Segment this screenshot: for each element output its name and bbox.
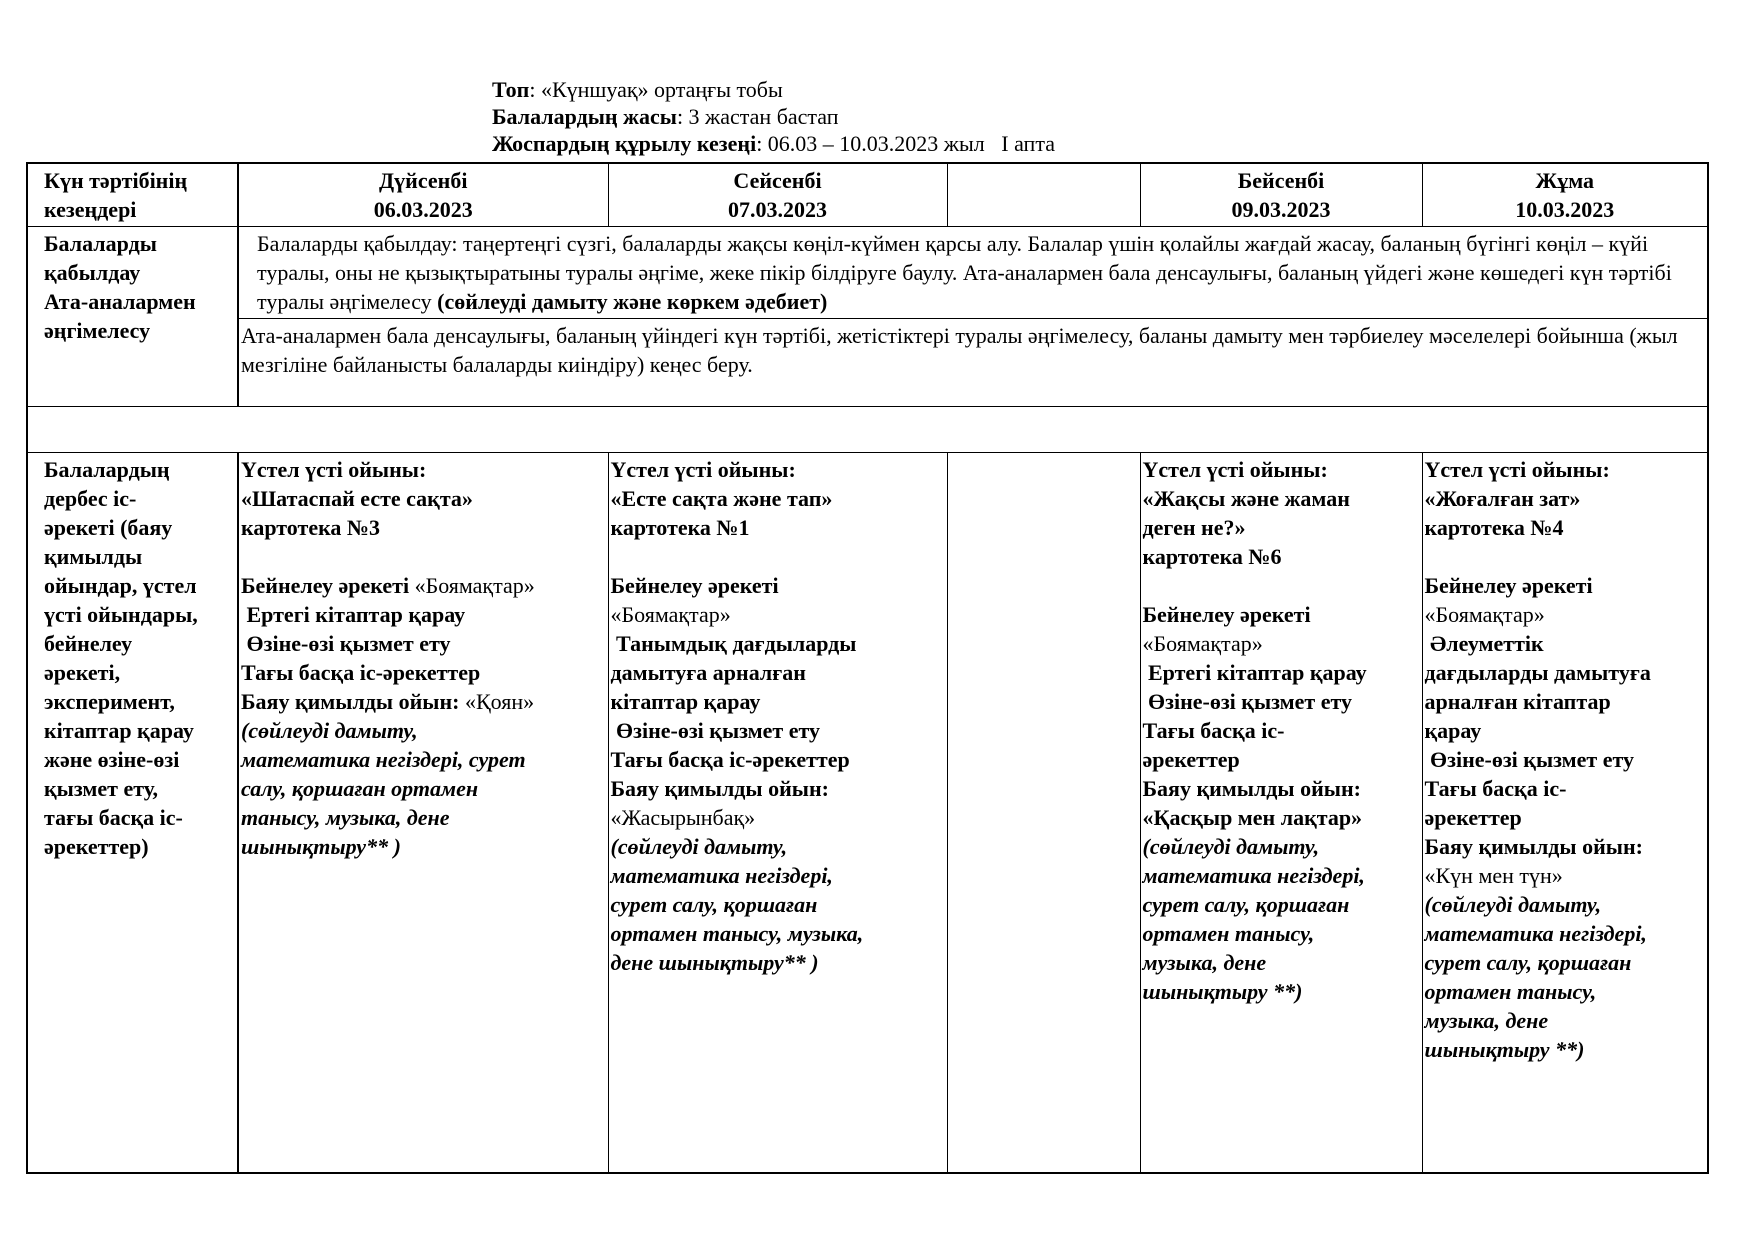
parents-consultation-text: Ата-аналармен бала денсаулығы, баланың үйіндегі күн тәртібі, жетістіктері туралы әңгімелесу, баланы дамыту мен тәрбиелеу мәселелері бойынша (жыл мезгіліне байланысты балаларды киіндіру) кеңес беру. bbox=[238, 319, 1708, 407]
day-header-friday bbox=[1422, 163, 1708, 227]
period-value: : 06.03 – 10.03.2023 жыл І апта bbox=[756, 131, 1055, 156]
label-line: Ата-аналармен bbox=[44, 289, 196, 314]
label-line: бейнелеу bbox=[44, 631, 133, 656]
day-date: 09.03.2023 bbox=[1231, 197, 1331, 222]
day-date: 10.03.2023 bbox=[1515, 197, 1615, 222]
books-activity: кітаптар қарау bbox=[610, 689, 761, 714]
subjects-note: дене шынықтыру** ) bbox=[610, 950, 819, 975]
day-date: 07.03.2023 bbox=[728, 197, 827, 222]
activity-wednesday bbox=[947, 453, 1140, 1174]
label-line: кітаптар қарау bbox=[44, 718, 194, 743]
books-activity: дамытуға арналған bbox=[610, 660, 806, 685]
art-value: «Боямақтар» bbox=[610, 602, 731, 627]
subjects-note: шынықтыру **) bbox=[1142, 979, 1303, 1004]
day-name: Бейсенбі bbox=[1237, 168, 1325, 193]
other-activities: Тағы басқа іс-әрекеттер bbox=[241, 660, 481, 685]
age-value: : 3 жастан бастап bbox=[676, 104, 839, 129]
subjects-note: (сөйлеуді дамыту, bbox=[1424, 892, 1602, 917]
age-label: Балалардың жасы bbox=[492, 104, 677, 129]
slow-game-value: «Жасырынбақ» bbox=[610, 805, 756, 830]
activity-tuesday bbox=[608, 453, 947, 1174]
subjects-note: музыка, дене bbox=[1424, 1008, 1549, 1033]
subjects-note: сурет салу, қоршаған bbox=[1424, 950, 1632, 975]
reception-text-body: Балаларды қабылдау: таңертеңгі сүзгі, балаларды жақсы көңіл-күймен қарсы алу. Балалар үшін қолайлы жағдай жасау, баланың бүгінгі көңіл – күйі туралы, оны не қызықтыратыны туралы әңгіме, жеке пікір білдіруге баулу. Ата-аналармен бала денсаулығы, баланың үйдегі және көшедегі күн тәртібі туралы әңгімелесу bbox=[257, 231, 1672, 314]
day-name: Жұма bbox=[1535, 168, 1595, 193]
game-title: Үстел үсті ойыны: bbox=[610, 457, 796, 482]
label-line: қимылды bbox=[44, 544, 143, 569]
game-title: Үстел үсті ойыны: bbox=[1142, 457, 1328, 482]
label-line: ойындар, үстел bbox=[44, 573, 197, 598]
activity-thursday bbox=[1140, 453, 1422, 1174]
group-value: : «Күншуақ» ортаңғы тобы bbox=[529, 77, 783, 102]
game-title: Үстел үсті ойыны: bbox=[241, 457, 427, 482]
subjects-note: шынықтыру** ) bbox=[241, 834, 401, 859]
label-line: әрекеті, bbox=[44, 660, 121, 685]
label-line: тағы басқа іс- bbox=[44, 805, 183, 830]
reception-text-subjects: (сөйлеуді дамыту және көркем әдебиет) bbox=[437, 289, 828, 314]
art-label: Бейнелеу әрекеті bbox=[241, 573, 410, 598]
other-activities: Тағы басқа іс-әрекеттер bbox=[610, 747, 850, 772]
self-service: Өзіне-өзі қызмет ету bbox=[1142, 689, 1353, 714]
subjects-note: математика негіздері, bbox=[1142, 863, 1365, 888]
label-line: қызмет ету, bbox=[44, 776, 159, 801]
label-line: әңгімелесу bbox=[44, 318, 151, 343]
art-value: «Боямақтар» bbox=[1142, 631, 1263, 656]
art-value: «Боямақтар» bbox=[1424, 602, 1545, 627]
art-activity bbox=[241, 571, 606, 600]
books-activity: Танымдық дағдыларды bbox=[610, 631, 857, 656]
day-header-wednesday bbox=[947, 163, 1140, 227]
game-title: Үстел үсті ойыны: bbox=[1424, 457, 1610, 482]
period-label: Жоспардың құрылу кезеңі bbox=[492, 131, 757, 156]
label-line: әрекеттер) bbox=[44, 834, 149, 859]
document-header bbox=[492, 76, 1055, 157]
subjects-note: математика негіздері, сурет bbox=[241, 747, 526, 772]
header-corner bbox=[27, 163, 238, 227]
label-line: қабылдау bbox=[44, 260, 141, 285]
day-header-monday bbox=[238, 163, 608, 227]
card-number: картотека №6 bbox=[1142, 544, 1282, 569]
subjects-note: ортамен танысу, bbox=[1424, 979, 1597, 1004]
slow-game-label: Баяу қимылды ойын: bbox=[241, 689, 460, 714]
books-activity: Әлеуметтік bbox=[1424, 631, 1544, 656]
subjects-note: (сөйлеуді дамыту, bbox=[1142, 834, 1320, 859]
subjects-note: шынықтыру **) bbox=[1424, 1037, 1585, 1062]
subjects-note: ортамен танысу, музыка, bbox=[610, 921, 864, 946]
subjects-note: музыка, дене bbox=[1142, 950, 1267, 975]
day-header-tuesday bbox=[608, 163, 947, 227]
game-name: «Жоғалған зат» bbox=[1424, 486, 1581, 511]
game-name: «Жақсы және жаман bbox=[1142, 486, 1350, 511]
subjects-note: математика негіздері, bbox=[610, 863, 833, 888]
label-line: әрекеті (баяу bbox=[44, 515, 173, 540]
period-line bbox=[492, 130, 1055, 157]
reception-label bbox=[27, 227, 238, 407]
self-service: Өзіне-өзі қызмет ету bbox=[1424, 747, 1635, 772]
subjects-note: ортамен танысу, bbox=[1142, 921, 1315, 946]
slow-game bbox=[241, 687, 606, 716]
slow-game-label: Баяу қимылды ойын: bbox=[1142, 776, 1361, 801]
books-activity: қарау bbox=[1424, 718, 1482, 743]
subjects-note: сурет салу, қоршаған bbox=[1142, 892, 1350, 917]
subjects-note: математика негіздері, bbox=[1424, 921, 1647, 946]
other-activities: әрекеттер bbox=[1424, 805, 1522, 830]
card-number: картотека №1 bbox=[610, 515, 750, 540]
slow-game-value: «Күн мен түн» bbox=[1424, 863, 1563, 888]
game-name: «Есте сақта және тап» bbox=[610, 486, 833, 511]
group-label: Топ bbox=[492, 77, 530, 102]
game-name: «Шатаспай есте сақта» bbox=[241, 486, 473, 511]
day-name: Дүйсенбі bbox=[379, 168, 468, 193]
activity-friday bbox=[1422, 453, 1708, 1174]
weekly-plan-table bbox=[26, 162, 1709, 1174]
reception-text bbox=[238, 227, 1708, 319]
subjects-note: (сөйлеуді дамыту, bbox=[241, 718, 418, 743]
slow-game-label: Баяу қимылды ойын: bbox=[610, 776, 829, 801]
game-name: деген не?» bbox=[1142, 515, 1246, 540]
books-activity: Ертегі кітаптар қарау bbox=[241, 602, 466, 627]
label-line: эксперимент, bbox=[44, 689, 175, 714]
group-line bbox=[492, 76, 1055, 103]
other-activities: әрекеттер bbox=[1142, 747, 1240, 772]
empty-separator-row bbox=[27, 407, 1708, 453]
books-activity: дағдыларды дамытуға bbox=[1424, 660, 1651, 685]
activity-monday bbox=[238, 453, 608, 1174]
label-line: Балаларды bbox=[44, 231, 157, 256]
label-line: үсті ойындары, bbox=[44, 602, 198, 627]
other-activities: Тағы басқа іс- bbox=[1142, 718, 1285, 743]
day-date: 06.03.2023 bbox=[373, 197, 473, 222]
slow-game-value: «Қоян» bbox=[459, 689, 535, 714]
subjects-note: сурет салу, қоршаған bbox=[610, 892, 818, 917]
art-label: Бейнелеу әрекеті bbox=[1142, 602, 1311, 627]
art-value: «Боямақтар» bbox=[409, 573, 535, 598]
day-name: Сейсенбі bbox=[733, 168, 822, 193]
art-label: Бейнелеу әрекеті bbox=[610, 573, 779, 598]
corner-line1: Күн тәртібінің bbox=[44, 168, 188, 193]
day-header-thursday bbox=[1140, 163, 1422, 227]
label-line: дербес іс- bbox=[44, 486, 137, 511]
subjects-note: (сөйлеуді дамыту, bbox=[610, 834, 788, 859]
other-activities: Тағы басқа іс- bbox=[1424, 776, 1567, 801]
subjects-note: танысу, музыка, дене bbox=[241, 805, 450, 830]
corner-line2: кезеңдері bbox=[44, 197, 137, 222]
self-service: Өзіне-өзі қызмет ету bbox=[610, 718, 821, 743]
subjects-note: салу, қоршаған ортамен bbox=[241, 776, 479, 801]
self-service: Өзіне-өзі қызмет ету bbox=[241, 631, 451, 656]
label-line: және өзіне-өзі bbox=[44, 747, 180, 772]
slow-game-label: Баяу қимылды ойын: bbox=[1424, 834, 1643, 859]
card-number: картотека №4 bbox=[1424, 515, 1564, 540]
activity-label bbox=[27, 453, 238, 1174]
slow-game-value: «Қасқыр мен лақтар» bbox=[1142, 805, 1363, 830]
books-activity: арналған кітаптар bbox=[1424, 689, 1611, 714]
age-line bbox=[492, 103, 1055, 130]
card-number: картотека №3 bbox=[241, 515, 381, 540]
art-label: Бейнелеу әрекеті bbox=[1424, 573, 1593, 598]
label-line: Балалардың bbox=[44, 457, 170, 482]
books-activity: Ертегі кітаптар қарау bbox=[1142, 660, 1367, 685]
